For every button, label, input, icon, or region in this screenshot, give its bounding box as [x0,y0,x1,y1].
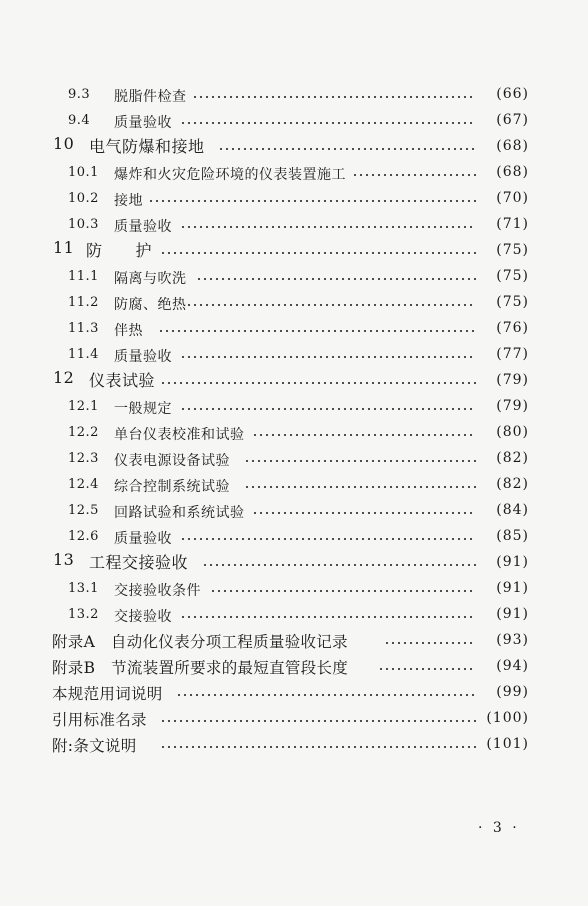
dot-leader [202,564,476,566]
page-ref: (77) [496,346,529,362]
section-title: 防 护 [86,241,153,260]
section-number: 9.3 [68,87,91,102]
page-ref: (85) [496,528,529,544]
toc-entry[interactable] [0,552,588,578]
page-ref: (75) [496,242,529,258]
toc-entry[interactable] [0,708,588,734]
section-title: 质量验收 [114,219,172,235]
section-title: 交接验收 [114,609,172,625]
section-title: 一般规定 [114,401,172,417]
dot-leader [158,330,476,332]
toc-entry[interactable] [0,240,588,266]
page-ref: (91) [496,554,529,570]
dot-leader [180,226,476,228]
toc-entry[interactable] [0,656,588,682]
section-number: 11.2 [68,295,99,310]
section-number: 13 [53,550,75,569]
toc-entry[interactable] [0,604,588,630]
page-ref: (84) [496,502,529,518]
page-ref: (67) [496,112,529,128]
dot-leader [160,382,476,384]
toc-entry[interactable] [0,630,588,656]
section-number: 12.5 [68,503,99,518]
dot-leader [180,122,476,124]
section-title: 质量验收 [114,115,172,131]
page-ref: (66) [496,86,529,102]
section-number: 11 [53,238,75,257]
page-ref: (99) [496,684,529,700]
section-number: 13.1 [68,581,99,596]
toc-entry[interactable] [0,682,588,708]
section-title: 质量验收 [114,349,172,365]
page-number: · 3 · [478,820,520,836]
section-number: 9.4 [68,113,91,128]
section-title: 仪表试验 [89,371,156,390]
toc-entry[interactable] [0,188,588,214]
dot-leader [192,96,476,98]
section-title: 仪表电源设备试验 [114,453,230,469]
section-title: 接地 [114,193,143,209]
section-title: 电气防爆和接地 [89,137,205,156]
toc-entry[interactable] [0,292,588,318]
page-ref: (79) [496,398,529,414]
section-title: 回路试验和系统试验 [114,505,245,521]
section-title: 隔离与吹洗 [114,271,187,287]
section-number: 12 [53,368,75,387]
section-number: 11.3 [68,321,99,336]
section-number: 11.4 [68,347,99,362]
dot-leader [180,538,476,540]
section-title: 质量验收 [114,531,172,547]
page-ref: (68) [496,164,529,180]
toc-entry[interactable] [0,110,588,136]
page-ref: (70) [496,190,529,206]
section-title: 附录A 自动化仪表分项工程质量验收记录 [52,633,348,651]
dot-leader [180,356,476,358]
dot-leader [352,174,476,176]
section-number: 10.2 [68,191,99,206]
dot-leader [218,148,476,150]
toc-entry[interactable] [0,474,588,500]
section-title: 爆炸和火灾危险环境的仪表装置施工 [114,167,346,183]
section-number: 12.3 [68,451,99,466]
section-number: 10.1 [68,165,99,180]
toc-entry[interactable] [0,526,588,552]
dot-leader [148,200,476,202]
dot-leader [378,668,476,670]
section-number: 12.1 [68,399,99,414]
page-ref: (79) [496,372,529,388]
toc-entry[interactable] [0,396,588,422]
page-ref: (93) [496,632,529,648]
page-ref: (75) [496,294,529,310]
toc-entry[interactable] [0,266,588,292]
dot-leader [196,278,476,280]
dot-leader [180,408,476,410]
section-number: 12.4 [68,477,99,492]
toc-entry[interactable] [0,84,588,110]
page-ref: (82) [496,476,529,492]
dot-leader [180,616,476,618]
dot-leader [186,304,476,306]
section-title: 本规范用词说明 [52,685,163,703]
dot-leader [384,642,476,644]
toc-entry[interactable] [0,370,588,396]
dot-leader [252,434,476,436]
section-title: 引用标准名录 [52,711,147,729]
page-ref: (75) [496,268,529,284]
section-number: 11.1 [68,269,99,284]
page-ref: (76) [496,320,529,336]
section-number: 12.6 [68,529,99,544]
toc-entry[interactable] [0,448,588,474]
page-ref: (91) [496,606,529,622]
dot-leader [160,746,476,748]
section-title: 综合控制系统试验 [114,479,230,495]
dot-leader [244,460,476,462]
dot-leader [252,512,476,514]
toc-entry[interactable] [0,136,588,162]
section-title: 伴热 [114,323,143,339]
section-number: 10.3 [68,217,99,232]
dot-leader [244,486,476,488]
toc-entry[interactable] [0,318,588,344]
page-ref: (101) [486,736,529,752]
section-number: 10 [53,134,75,153]
page-ref: (68) [496,138,529,154]
section-title: 工程交接验收 [89,553,189,572]
toc-entry[interactable] [0,344,588,370]
page-ref: (94) [496,658,529,674]
dot-leader [176,694,476,696]
section-title: 单台仪表校准和试验 [114,427,245,443]
toc-entry[interactable] [0,578,588,604]
page-ref: (80) [496,424,529,440]
section-title: 附:条文说明 [52,737,137,755]
toc-entry[interactable] [0,162,588,188]
section-title: 交接验收条件 [114,583,201,599]
section-title: 防腐、绝热 [114,297,187,313]
section-number: 12.2 [68,425,99,440]
toc-entry[interactable] [0,422,588,448]
page-ref: (91) [496,580,529,596]
section-title: 附录B 节流装置所要求的最短直管段长度 [52,659,349,677]
toc-entry[interactable] [0,214,588,240]
toc-entry[interactable] [0,500,588,526]
dot-leader [210,590,476,592]
page-ref: (100) [486,710,529,726]
toc-entry[interactable] [0,734,588,760]
page-ref: (82) [496,450,529,466]
page-ref: (71) [496,216,529,232]
dot-leader [160,720,476,722]
section-number: 13.2 [68,607,99,622]
section-title: 脱脂件检查 [114,89,187,105]
dot-leader [160,252,476,254]
